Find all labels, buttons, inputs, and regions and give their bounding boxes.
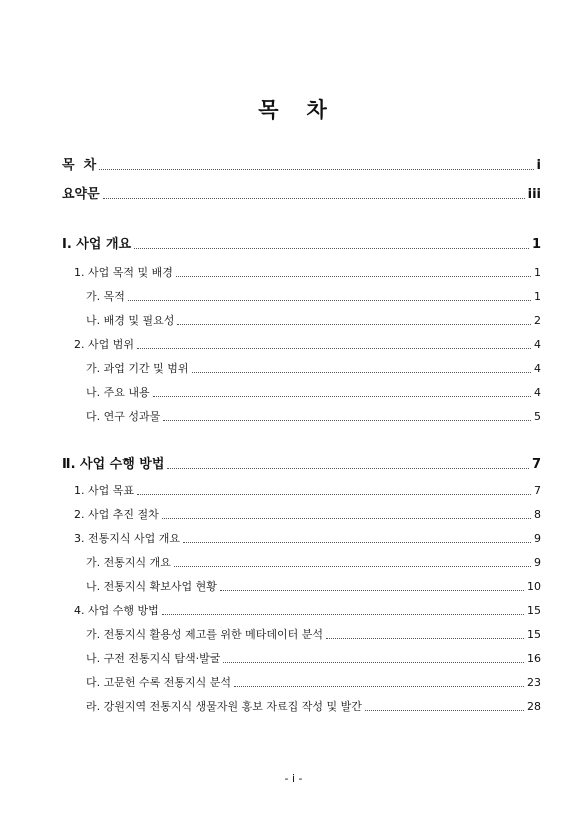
toc-entry[interactable]: [86, 626, 541, 644]
toc-entry[interactable]: [62, 236, 541, 254]
toc-dot-leader: [134, 247, 529, 249]
toc-dot-leader: [153, 395, 531, 397]
toc-entry[interactable]: [86, 698, 541, 716]
toc-dot-leader: [103, 197, 525, 199]
toc-entry-page-number: i: [536, 158, 541, 173]
toc-entry-page-number: 9: [534, 532, 541, 545]
toc-entry-page-number: 4: [534, 386, 541, 399]
toc-entry-label: 라. 강원지역 전통지식 생물자원 홍보 자료집 작성 및 발간: [86, 700, 362, 713]
toc-entry-label: 나. 전통지식 확보사업 현황: [86, 580, 217, 593]
toc-entry-page-number: 16: [527, 652, 541, 665]
toc-dot-leader: [223, 661, 524, 663]
toc-dot-leader: [99, 168, 533, 170]
toc-entry[interactable]: [86, 360, 541, 378]
toc-entry[interactable]: [86, 554, 541, 572]
toc-entry-label: 3. 전통지식 사업 개요: [74, 532, 180, 545]
toc-entry-page-number: 4: [534, 338, 541, 351]
page-title-part-1: 목: [258, 98, 281, 122]
toc-dot-leader: [365, 709, 524, 711]
toc-entry-label: 나. 주요 내용: [86, 386, 150, 399]
toc-entry-page-number: 4: [534, 362, 541, 375]
toc-entry-page-number: 15: [527, 628, 541, 641]
toc-entry-page-number: 23: [527, 676, 541, 689]
toc-entry-label: 2. 사업 추진 절차: [74, 508, 159, 521]
toc-entry[interactable]: [62, 186, 541, 204]
toc-entry-label: 요약문: [62, 187, 100, 202]
toc-entry-label: 1. 사업 목표: [74, 484, 134, 497]
toc-entry-page-number: 10: [527, 580, 541, 593]
toc-entry[interactable]: [86, 384, 541, 402]
toc-entry[interactable]: [74, 336, 541, 354]
toc-entry-page-number: 2: [534, 314, 541, 327]
toc-entry-page-number: 1: [534, 290, 541, 303]
toc-dot-leader: [167, 467, 529, 469]
toc-dot-leader: [163, 419, 531, 421]
page-number-footer: - i -: [284, 772, 303, 785]
toc-dot-leader: [137, 347, 531, 349]
toc-entry[interactable]: [74, 482, 541, 500]
toc-entry[interactable]: [86, 288, 541, 306]
toc-entry-page-number: 8: [534, 508, 541, 521]
toc-entry-label: Ⅰ. 사업 개요: [62, 237, 132, 252]
toc-dot-leader: [177, 323, 531, 325]
toc-dot-leader: [162, 517, 531, 519]
toc-dot-leader: [192, 371, 532, 373]
toc-entry[interactable]: [86, 650, 541, 668]
page-title-part-2: 차: [306, 98, 329, 122]
toc-dot-leader: [137, 493, 531, 495]
toc-entry[interactable]: [62, 456, 541, 474]
toc-dot-leader: [162, 613, 524, 615]
toc-entry-page-number: iii: [527, 187, 541, 202]
toc-entry-label: 2. 사업 범위: [74, 338, 134, 351]
toc-entry-label: 다. 고문헌 수록 전통지식 분석: [86, 676, 231, 689]
toc-entry[interactable]: [74, 602, 541, 620]
toc-entry-page-number: 15: [527, 604, 541, 617]
toc-entry[interactable]: [86, 578, 541, 596]
toc-entry-label: 1. 사업 목적 및 배경: [74, 266, 173, 279]
toc-entry[interactable]: [62, 157, 541, 175]
toc-entry-label: 다. 연구 성과물: [86, 410, 161, 423]
toc-entry-label: 나. 구전 전통지식 탐색·발굴: [86, 652, 221, 665]
toc-entry[interactable]: [74, 506, 541, 524]
toc-entry[interactable]: [86, 312, 541, 330]
toc-entry-label: 가. 전통지식 개요: [86, 556, 171, 569]
toc-dot-leader: [174, 565, 531, 567]
toc-entry[interactable]: [86, 674, 541, 692]
toc-entry-page-number: 1: [534, 266, 541, 279]
toc-dot-leader: [234, 685, 524, 687]
toc-entry-page-number: 7: [534, 484, 541, 497]
toc-entry-label: 가. 목적: [86, 290, 125, 303]
toc-entry-page-number: 7: [531, 457, 541, 472]
toc-dot-leader: [176, 275, 531, 277]
toc-entry[interactable]: [86, 408, 541, 426]
toc-entry-label: 나. 배경 및 필요성: [86, 314, 175, 327]
toc-entry-page-number: 5: [534, 410, 541, 423]
toc-dot-leader: [220, 589, 524, 591]
toc-dot-leader: [183, 541, 531, 543]
toc-entry-label: 목 차: [62, 158, 97, 173]
toc-entry-page-number: 1: [531, 237, 541, 252]
toc-entry-page-number: 28: [527, 700, 541, 713]
toc-entry-label: 가. 과업 기간 및 범위: [86, 362, 189, 375]
toc-entry-page-number: 9: [534, 556, 541, 569]
toc-entry-label: 4. 사업 수행 방법: [74, 604, 159, 617]
page-title: [0, 94, 587, 124]
toc-entry[interactable]: [74, 264, 541, 282]
toc-entry-label: 가. 전통지식 활용성 제고를 위한 메타데이터 분석: [86, 628, 323, 641]
toc-entry-label: Ⅱ. 사업 수행 방법: [62, 457, 165, 472]
toc-dot-leader: [326, 637, 524, 639]
toc-dot-leader: [128, 299, 531, 301]
toc-entry[interactable]: [74, 530, 541, 548]
